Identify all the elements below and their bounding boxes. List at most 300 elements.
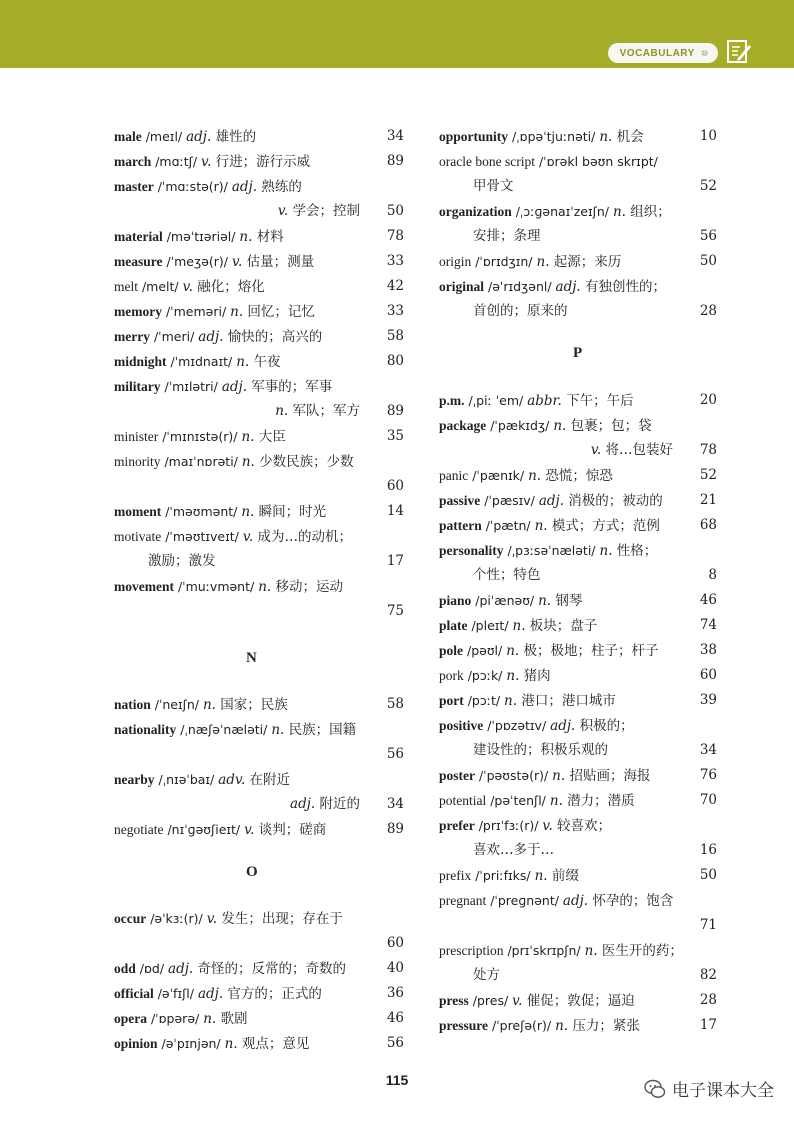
definition: 猪肉 bbox=[519, 668, 551, 684]
definition: 压力；紧张 bbox=[568, 1018, 640, 1034]
page-ref: 28 bbox=[699, 992, 717, 1008]
entry-oracle-bone-script bbox=[439, 149, 717, 175]
definition: 医生开的药； bbox=[597, 943, 683, 959]
entry-panic bbox=[439, 463, 717, 489]
entry-merry bbox=[114, 324, 404, 350]
part-of-speech: adj. bbox=[231, 179, 258, 195]
phonetic: /prɪˈskrɪpʃn/ bbox=[503, 943, 585, 958]
phonetic: /ˈmɪdnaɪt/ bbox=[166, 354, 237, 369]
definition: 歌剧 bbox=[216, 1011, 248, 1027]
headword: military bbox=[114, 379, 161, 394]
headword: nationality bbox=[114, 722, 177, 737]
headword: nation bbox=[114, 697, 151, 712]
part-of-speech: adj. bbox=[550, 718, 576, 734]
headword: master bbox=[114, 179, 154, 194]
headword: merry bbox=[114, 329, 150, 344]
definition: 军事的；军事 bbox=[246, 379, 333, 395]
headword: movement bbox=[114, 579, 174, 594]
page-ref: 89 bbox=[386, 403, 404, 419]
entry-origin bbox=[439, 249, 717, 275]
entry-pressure bbox=[439, 1013, 717, 1039]
phonetic: /ˈmeməri/ bbox=[161, 304, 231, 319]
definition: 催促；敦促；逼迫 bbox=[522, 993, 635, 1009]
section-heading: O bbox=[246, 864, 258, 880]
phonetic: /ˌpiː ˈem/ bbox=[464, 393, 528, 408]
definition: 回忆；记忆 bbox=[243, 304, 315, 320]
part-of-speech: v. bbox=[201, 154, 212, 170]
continuation-text bbox=[473, 738, 608, 763]
page-ref: 76 bbox=[699, 767, 717, 783]
part-of-speech: adj. bbox=[198, 329, 224, 345]
definition: 将…包装好 bbox=[601, 442, 673, 458]
headword: oracle bone script bbox=[439, 154, 535, 169]
definition: 极；极地；柱子；杆子 bbox=[519, 643, 659, 659]
phonetic: /ˈmɪnɪstə(r)/ bbox=[158, 429, 242, 444]
definition: 国家；民族 bbox=[215, 697, 288, 713]
definition: 熟练的 bbox=[257, 179, 302, 195]
headword: odd bbox=[114, 961, 136, 976]
definition: 组织； bbox=[625, 204, 671, 220]
page-ref: 46 bbox=[386, 1010, 404, 1026]
page-ref: 46 bbox=[699, 592, 717, 608]
definition: 包裹；包；袋 bbox=[566, 418, 652, 434]
definition: 机会 bbox=[612, 129, 644, 145]
definition: 观点；意见 bbox=[237, 1036, 310, 1052]
headword: opinion bbox=[114, 1036, 158, 1051]
headword: midnight bbox=[114, 354, 167, 369]
part-of-speech: v. bbox=[244, 822, 255, 838]
part-of-speech: n. bbox=[584, 943, 598, 959]
continuation-text bbox=[148, 549, 216, 574]
entry-master bbox=[114, 174, 404, 200]
page-ref: 14 bbox=[386, 503, 404, 519]
phonetic: /pleɪt/ bbox=[467, 618, 513, 633]
phonetic: /ˌnɪəˈbaɪ/ bbox=[154, 772, 219, 787]
headword: moment bbox=[114, 504, 162, 519]
definition: 发生；出现；存在于 bbox=[217, 911, 343, 927]
entry-nationality bbox=[114, 717, 404, 743]
continuation-text bbox=[290, 792, 360, 817]
page-ref: 71 bbox=[699, 917, 717, 933]
phonetic: /ˈmɑːstə(r)/ bbox=[153, 179, 232, 194]
phonetic: /ˈneɪʃn/ bbox=[150, 697, 203, 712]
definition: 附近的 bbox=[315, 796, 360, 812]
entry-memory bbox=[114, 299, 404, 325]
definition: 在附近 bbox=[245, 772, 291, 788]
page-number: 115 bbox=[385, 1072, 409, 1088]
definition: 有独创性的； bbox=[580, 279, 667, 295]
part-of-speech: n. bbox=[258, 579, 272, 595]
part-of-speech: n. bbox=[236, 354, 250, 370]
part-of-speech: n. bbox=[536, 254, 550, 270]
phonetic: /ˈɒrɪdʒɪn/ bbox=[471, 254, 537, 269]
continuation-text bbox=[473, 299, 568, 324]
entry-male bbox=[114, 124, 404, 150]
entry-p-m- bbox=[439, 388, 717, 414]
phonetic: /ˈməʊmənt/ bbox=[161, 504, 242, 519]
phonetic: /əˈfɪʃl/ bbox=[153, 986, 198, 1001]
entry-motivate bbox=[114, 524, 404, 550]
definition: 较喜欢； bbox=[552, 818, 612, 834]
definition: 民族；国籍 bbox=[284, 722, 357, 738]
part-of-speech: n. bbox=[555, 1018, 569, 1034]
definition: 奇怪的；反常的；奇数的 bbox=[193, 961, 346, 977]
definition: 估量；测量 bbox=[242, 254, 315, 270]
part-of-speech: n. bbox=[202, 697, 216, 713]
part-of-speech: n. bbox=[271, 722, 285, 738]
phonetic: /melt/ bbox=[138, 279, 183, 294]
page-ref: 78 bbox=[386, 228, 404, 244]
page-ref: 17 bbox=[386, 553, 404, 569]
headword: origin bbox=[439, 254, 472, 269]
page-ref: 70 bbox=[699, 792, 717, 808]
headword: potential bbox=[439, 793, 487, 808]
definition: 首创的；原来的 bbox=[473, 303, 568, 319]
entry-odd bbox=[114, 956, 404, 982]
page-ref: 89 bbox=[386, 821, 404, 837]
part-of-speech: v. bbox=[206, 911, 218, 927]
phonetic: /ˈpreɡnənt/ bbox=[486, 893, 563, 908]
entry-piano bbox=[439, 588, 717, 614]
entry-official bbox=[114, 981, 404, 1007]
badge-suffix: ⑩ bbox=[700, 48, 708, 58]
part-of-speech: adj. bbox=[562, 893, 589, 909]
part-of-speech: v. bbox=[512, 993, 523, 1009]
phonetic: /ˈpækɪdʒ/ bbox=[486, 418, 554, 433]
part-of-speech: n. bbox=[230, 304, 244, 320]
part-of-speech: adj. bbox=[538, 493, 565, 509]
page-ref: 56 bbox=[699, 228, 717, 244]
phonetic: /ˌnæʃəˈnæləti/ bbox=[176, 722, 272, 737]
continuation-text bbox=[473, 563, 541, 588]
phonetic: /əˈrɪdʒənl/ bbox=[484, 279, 556, 294]
headword: march bbox=[114, 154, 152, 169]
phonetic: /ˈpɒzətɪv/ bbox=[483, 718, 551, 733]
entry-melt bbox=[114, 274, 404, 300]
entry-passive bbox=[439, 488, 717, 514]
page-ref: 20 bbox=[699, 392, 717, 408]
entry-prefer bbox=[439, 813, 717, 839]
headword: motivate bbox=[114, 529, 162, 544]
continuation-text bbox=[275, 399, 360, 424]
page-ref: 8 bbox=[708, 567, 717, 583]
page-ref: 58 bbox=[386, 328, 404, 344]
page-ref: 82 bbox=[699, 967, 717, 983]
definition: 瞬间；时光 bbox=[254, 504, 327, 520]
phonetic: /pɔːt/ bbox=[463, 693, 505, 708]
page-ref: 60 bbox=[386, 935, 404, 951]
entry-plate bbox=[439, 613, 717, 639]
headword: prefix bbox=[439, 868, 472, 883]
page-ref: 36 bbox=[386, 985, 404, 1001]
part-of-speech: n. bbox=[241, 504, 255, 520]
phonetic: /ˈmɪlətri/ bbox=[160, 379, 222, 394]
entry-port bbox=[439, 688, 717, 714]
definition: 板块；盘子 bbox=[525, 618, 598, 634]
phonetic: /piˈænəʊ/ bbox=[471, 593, 539, 608]
section-heading: N bbox=[246, 650, 257, 666]
definition: 雄性的 bbox=[211, 129, 257, 145]
definition: 官方的；正式的 bbox=[223, 986, 322, 1002]
header-bar bbox=[0, 0, 794, 68]
page-ref: 52 bbox=[699, 467, 717, 483]
headword: official bbox=[114, 986, 154, 1001]
phonetic: /prɪˈfɜː(r)/ bbox=[474, 818, 543, 833]
entry-personality bbox=[439, 538, 717, 564]
phonetic: /ɒd/ bbox=[135, 961, 169, 976]
phonetic: /ˈpreʃə(r)/ bbox=[488, 1018, 556, 1033]
page-ref: 68 bbox=[699, 517, 717, 533]
part-of-speech: n. bbox=[506, 643, 520, 659]
part-of-speech: n. bbox=[599, 129, 613, 145]
page-ref: 33 bbox=[386, 303, 404, 319]
entry-nearby bbox=[114, 767, 404, 793]
entry-prescription bbox=[439, 938, 717, 964]
definition: 材料 bbox=[252, 229, 284, 245]
headword: prefer bbox=[439, 818, 475, 833]
phonetic: /mɑːtʃ/ bbox=[151, 154, 202, 169]
phonetic: /əˈkɜː(r)/ bbox=[146, 911, 207, 926]
entry-positive bbox=[439, 713, 717, 739]
phonetic: /pres/ bbox=[468, 993, 513, 1008]
definition: 少数民族；少数 bbox=[254, 454, 354, 470]
page-ref: 80 bbox=[386, 353, 404, 369]
part-of-speech: v. bbox=[542, 818, 553, 834]
entry-movement bbox=[114, 574, 404, 600]
part-of-speech: n. bbox=[552, 768, 566, 784]
badge-label: VOCABULARY bbox=[619, 47, 695, 59]
definition: 午夜 bbox=[249, 354, 281, 370]
page-ref: 34 bbox=[699, 742, 717, 758]
part-of-speech: adj. bbox=[221, 379, 247, 395]
definition: 行进；游行示威 bbox=[211, 154, 311, 170]
entry-minority bbox=[114, 449, 404, 475]
page-ref: 38 bbox=[699, 642, 717, 658]
part-of-speech: v. bbox=[590, 442, 602, 458]
entry-press bbox=[439, 988, 717, 1014]
phonetic: /ˈmeʒə(r)/ bbox=[162, 254, 232, 269]
part-of-speech: n. bbox=[506, 668, 520, 684]
phonetic: /məˈtɪəriəl/ bbox=[162, 229, 240, 244]
continuation-text bbox=[278, 199, 360, 224]
definition: 前缀 bbox=[547, 868, 579, 884]
notebook-pencil-icon bbox=[726, 38, 752, 64]
phonetic: /ˌɒpəˈtjuːnəti/ bbox=[508, 129, 600, 144]
continuation-text bbox=[473, 224, 541, 249]
vocabulary-badge bbox=[608, 43, 718, 63]
headword: negotiate bbox=[114, 822, 164, 837]
page-ref: 28 bbox=[699, 303, 717, 319]
headword: panic bbox=[439, 468, 469, 483]
entry-prefix bbox=[439, 863, 717, 889]
part-of-speech: v. bbox=[231, 254, 243, 270]
entry-midnight bbox=[114, 349, 404, 375]
phonetic: /ˈmeri/ bbox=[149, 329, 199, 344]
headword: passive bbox=[439, 493, 481, 508]
definition: 移动；运动 bbox=[271, 579, 343, 595]
watermark-text: 电子课本大全 bbox=[672, 1081, 774, 1101]
headword: pressure bbox=[439, 1018, 489, 1033]
definition: 建设性的；积极乐观的 bbox=[473, 742, 608, 758]
page-ref: 34 bbox=[386, 128, 404, 144]
entry-military bbox=[114, 374, 404, 400]
definition: 钢琴 bbox=[551, 593, 583, 609]
page-ref: 40 bbox=[386, 960, 404, 976]
entry-pattern bbox=[439, 513, 717, 539]
part-of-speech: n. bbox=[549, 793, 563, 809]
headword: nearby bbox=[114, 772, 155, 787]
phonetic: /nɪˈɡəʊʃieɪt/ bbox=[163, 822, 245, 837]
headword: plate bbox=[439, 618, 468, 633]
headword: port bbox=[439, 693, 464, 708]
phonetic: /pɔːk/ bbox=[463, 668, 507, 683]
definition: 性格； bbox=[612, 543, 658, 559]
part-of-speech: v. bbox=[242, 529, 254, 545]
headword: prescription bbox=[439, 943, 504, 958]
definition: 下午；午后 bbox=[561, 393, 634, 409]
part-of-speech: n. bbox=[599, 543, 613, 559]
entry-moment bbox=[114, 499, 404, 525]
definition: 港口；港口城市 bbox=[517, 693, 616, 709]
page-ref: 50 bbox=[699, 867, 717, 883]
page-ref: 52 bbox=[699, 178, 717, 194]
phonetic: /maɪˈnɒrəti/ bbox=[160, 454, 242, 469]
headword: p.m. bbox=[439, 393, 465, 408]
headword: opportunity bbox=[439, 129, 509, 144]
headword: personality bbox=[439, 543, 504, 558]
part-of-speech: adj. bbox=[197, 986, 224, 1002]
part-of-speech: n. bbox=[203, 1011, 217, 1027]
page-ref: 35 bbox=[386, 428, 404, 444]
headword: organization bbox=[439, 204, 512, 219]
definition: 大臣 bbox=[254, 429, 286, 445]
page-ref: 50 bbox=[386, 203, 404, 219]
part-of-speech: n. bbox=[275, 403, 289, 419]
headword: minister bbox=[114, 429, 159, 444]
headword: pattern bbox=[439, 518, 482, 533]
part-of-speech: n. bbox=[241, 454, 255, 470]
phonetic: /ˈpriːfɪks/ bbox=[471, 868, 535, 883]
entry-opinion bbox=[114, 1031, 404, 1057]
headword: male bbox=[114, 129, 142, 144]
section-heading: P bbox=[573, 345, 583, 361]
phonetic: /ˌpɜːsəˈnæləti/ bbox=[503, 543, 600, 558]
definition: 积极的； bbox=[575, 718, 634, 734]
page-ref: 58 bbox=[386, 696, 404, 712]
part-of-speech: n. bbox=[504, 693, 518, 709]
part-of-speech: abbr. bbox=[527, 393, 562, 409]
definition: 消极的；被动的 bbox=[564, 493, 663, 509]
page-ref: 34 bbox=[386, 796, 404, 812]
headword: press bbox=[439, 993, 469, 1008]
part-of-speech: n. bbox=[534, 868, 548, 884]
headword: minority bbox=[114, 454, 161, 469]
headword: pork bbox=[439, 668, 464, 683]
page-ref: 21 bbox=[699, 492, 717, 508]
phonetic: /ˈmuːvmənt/ bbox=[173, 579, 259, 594]
definition: 谈判；磋商 bbox=[254, 822, 327, 838]
definition: 安排；条理 bbox=[473, 228, 541, 244]
entry-package bbox=[439, 413, 717, 439]
part-of-speech: n. bbox=[534, 518, 548, 534]
page-ref: 16 bbox=[699, 842, 717, 858]
phonetic: /pəˈtenʃl/ bbox=[486, 793, 550, 808]
part-of-speech: n. bbox=[538, 593, 552, 609]
headword: occur bbox=[114, 911, 147, 926]
definition: 恐慌；惊恐 bbox=[541, 468, 613, 484]
headword: piano bbox=[439, 593, 472, 608]
page-ref: 89 bbox=[386, 153, 404, 169]
definition: 个性；特色 bbox=[473, 567, 541, 583]
definition: 融化；熔化 bbox=[192, 279, 265, 295]
watermark bbox=[644, 1076, 774, 1101]
wechat-icon bbox=[644, 1078, 666, 1100]
phonetic: /əˈpɪnjən/ bbox=[157, 1036, 225, 1051]
headword: positive bbox=[439, 718, 484, 733]
phonetic: /ˈɒrəkl bəʊn skrɪpt/ bbox=[534, 154, 658, 169]
part-of-speech: adj. bbox=[290, 796, 316, 812]
part-of-speech: n. bbox=[553, 418, 567, 434]
part-of-speech: n. bbox=[224, 1036, 238, 1052]
phonetic: /ˈpæsɪv/ bbox=[480, 493, 539, 508]
part-of-speech: n. bbox=[239, 229, 253, 245]
page-ref: 42 bbox=[386, 278, 404, 294]
headword: melt bbox=[114, 279, 138, 294]
page-ref: 75 bbox=[386, 603, 404, 619]
continuation-text bbox=[473, 174, 514, 199]
phonetic: /ˈɒpərə/ bbox=[147, 1011, 204, 1026]
definition: 怀孕的；饱含 bbox=[588, 893, 674, 909]
entry-poster bbox=[439, 763, 717, 789]
phonetic: /ˈpænɪk/ bbox=[468, 468, 529, 483]
part-of-speech: adj. bbox=[168, 961, 194, 977]
part-of-speech: adj. bbox=[186, 129, 212, 145]
headword: opera bbox=[114, 1011, 147, 1026]
part-of-speech: adv. bbox=[218, 772, 246, 788]
headword: memory bbox=[114, 304, 162, 319]
headword: pregnant bbox=[439, 893, 487, 908]
entry-organization bbox=[439, 199, 717, 225]
phonetic: /ˌɔːɡənaɪˈzeɪʃn/ bbox=[511, 204, 613, 219]
phonetic: /pəʊl/ bbox=[463, 643, 507, 658]
entry-original bbox=[439, 274, 717, 300]
entry-pole bbox=[439, 638, 717, 664]
entry-minister bbox=[114, 424, 404, 450]
entry-measure bbox=[114, 249, 404, 275]
headword: material bbox=[114, 229, 163, 244]
definition: 起源；来历 bbox=[549, 254, 622, 270]
entry-pork bbox=[439, 663, 717, 689]
headword: measure bbox=[114, 254, 163, 269]
continuation-text bbox=[591, 438, 673, 463]
definition: 军队；军方 bbox=[288, 403, 360, 419]
part-of-speech: v. bbox=[277, 203, 289, 219]
definition: 喜欢…多于… bbox=[473, 842, 554, 858]
entry-opera bbox=[114, 1006, 404, 1032]
part-of-speech: n. bbox=[612, 204, 626, 220]
part-of-speech: adj. bbox=[555, 279, 581, 295]
page-ref: 56 bbox=[386, 746, 404, 762]
phonetic: /meɪl/ bbox=[141, 129, 187, 144]
page-ref: 10 bbox=[699, 128, 717, 144]
page-ref: 78 bbox=[699, 442, 717, 458]
page-ref: 39 bbox=[699, 692, 717, 708]
entry-negotiate bbox=[114, 817, 404, 843]
part-of-speech: n. bbox=[528, 468, 542, 484]
definition: 激励；激发 bbox=[148, 553, 216, 569]
headword: package bbox=[439, 418, 487, 433]
definition: 潜力；潜质 bbox=[562, 793, 635, 809]
